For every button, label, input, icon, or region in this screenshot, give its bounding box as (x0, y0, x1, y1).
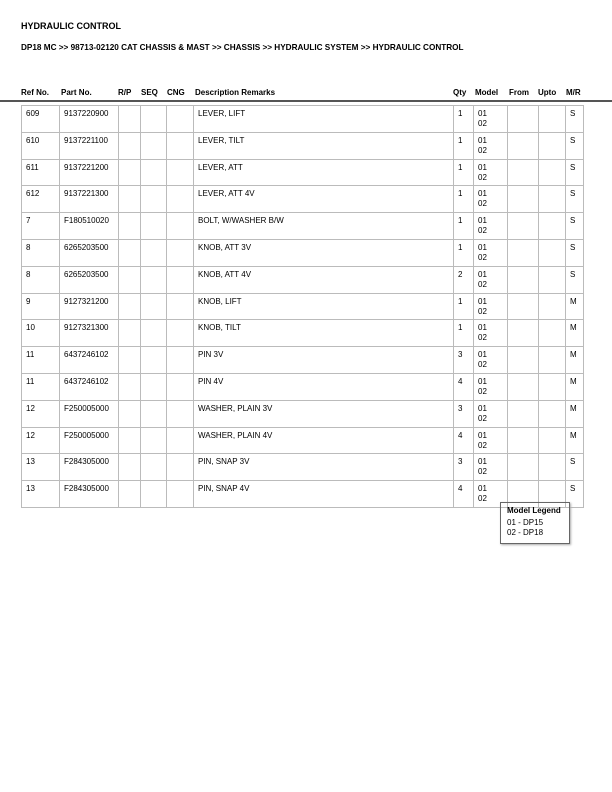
seq-cell (141, 320, 167, 347)
cng-cell (167, 400, 194, 427)
seq-cell (141, 293, 167, 320)
mr-cell: S (566, 213, 584, 240)
model-code: 01 (478, 242, 487, 252)
model-code: 02 (478, 226, 487, 236)
mr-cell: M (566, 293, 584, 320)
legend-title: Model Legend (507, 506, 561, 515)
from-cell (508, 400, 539, 427)
cng-cell (167, 132, 194, 159)
upto-cell (539, 373, 566, 400)
seq-cell (141, 373, 167, 400)
model-code: 02 (478, 119, 487, 128)
mr-cell: M (566, 320, 584, 347)
description-cell: LEVER, TILT (194, 132, 454, 159)
model-cell (474, 213, 508, 240)
upto-cell (539, 213, 566, 240)
model-legend (500, 502, 570, 544)
qty-cell: 4 (454, 373, 474, 400)
part-no-cell: 6265203500 (60, 266, 119, 293)
rp-cell (119, 427, 141, 454)
part-no-cell: F250005000 (60, 427, 119, 454)
part-no-cell: 9137221200 (60, 159, 119, 186)
model-cell (474, 427, 508, 454)
ref-cell: 609 (22, 106, 60, 133)
description-cell: KNOB, ATT 3V (194, 239, 454, 266)
description-cell: LEVER, ATT (194, 159, 454, 186)
part-no-cell: 9137221300 (60, 186, 119, 213)
mr-cell: S (566, 159, 584, 186)
seq-cell (141, 106, 167, 133)
from-cell (508, 373, 539, 400)
description-cell: PIN, SNAP 3V (194, 454, 454, 481)
description-cell: KNOB, ATT 4V (194, 266, 454, 293)
model-code: 02 (478, 386, 487, 396)
ref-cell: 8 (22, 266, 60, 293)
rp-cell (119, 186, 141, 213)
model-code: 02 (478, 360, 487, 370)
rp-cell (119, 481, 141, 508)
rp-cell (119, 106, 141, 133)
seq-cell (141, 159, 167, 186)
description-cell: PIN, SNAP 4V (194, 481, 454, 508)
legend-item: 01 - DP15 (507, 518, 544, 527)
seq-cell (141, 239, 167, 266)
from-cell (508, 347, 539, 374)
model-code: 01 (478, 216, 487, 226)
breadcrumb: DP18 MC >> 98713-02120 CAT CHASSIS & MAST >> CHASSIS >> HYDRAULIC SYSTEM >> HYDRAULIC CONTROL (21, 43, 464, 52)
mr-cell: S (566, 132, 584, 159)
rp-cell (119, 213, 141, 240)
upto-cell (539, 106, 566, 133)
description-cell: LEVER, LIFT (194, 106, 454, 133)
model-cell (474, 186, 508, 213)
mr-cell: S (566, 454, 584, 481)
cng-cell (167, 347, 194, 374)
cng-cell (167, 213, 194, 240)
from-cell (508, 427, 539, 454)
from-cell (508, 186, 539, 213)
model-code: 02 (478, 145, 487, 155)
upto-cell (539, 266, 566, 293)
from-cell (508, 213, 539, 240)
rp-cell (119, 320, 141, 347)
column-header: Ref No. (21, 88, 49, 97)
cng-cell (167, 427, 194, 454)
column-header: From (509, 88, 529, 97)
model-code: 01 (478, 376, 487, 386)
description-cell: LEVER, ATT 4V (194, 186, 454, 213)
upto-cell (539, 132, 566, 159)
table-row (22, 239, 584, 266)
cng-cell (167, 159, 194, 186)
from-cell (508, 320, 539, 347)
upto-cell (539, 293, 566, 320)
model-cell (474, 239, 508, 266)
table-row (22, 106, 584, 133)
mr-cell: S (566, 186, 584, 213)
ref-cell: 12 (22, 400, 60, 427)
model-cell (474, 106, 508, 133)
mr-cell: M (566, 400, 584, 427)
description-cell: PIN 3V (194, 347, 454, 374)
part-no-cell: F284305000 (60, 481, 119, 508)
ref-cell: 10 (22, 320, 60, 347)
part-no-cell: 6265203500 (60, 239, 119, 266)
model-code: 02 (478, 306, 487, 316)
mr-cell: S (566, 239, 584, 266)
qty-cell: 4 (454, 427, 474, 454)
from-cell (508, 239, 539, 266)
qty-cell: 4 (454, 481, 474, 508)
rp-cell (119, 159, 141, 186)
upto-cell (539, 427, 566, 454)
model-cell (474, 159, 508, 186)
ref-cell: 612 (22, 186, 60, 213)
cng-cell (167, 186, 194, 213)
model-code: 02 (478, 279, 487, 289)
model-code: 01 (478, 350, 487, 360)
ref-cell: 12 (22, 427, 60, 454)
model-code: 02 (478, 252, 487, 262)
column-header: Description Remarks (195, 88, 276, 97)
from-cell (508, 132, 539, 159)
table-row (22, 347, 584, 374)
qty-cell: 1 (454, 159, 474, 186)
mr-cell: S (566, 106, 584, 133)
qty-cell: 1 (454, 106, 474, 133)
column-header: Upto (538, 88, 557, 97)
part-no-cell: 9137221100 (60, 132, 119, 159)
table-row (22, 213, 584, 240)
model-code: 01 (478, 484, 487, 494)
table-row (22, 186, 584, 213)
upto-cell (539, 454, 566, 481)
model-code: 02 (478, 199, 487, 209)
model-cell (474, 132, 508, 159)
qty-cell: 3 (454, 454, 474, 481)
from-cell (508, 159, 539, 186)
upto-cell (539, 320, 566, 347)
cng-cell (167, 266, 194, 293)
part-no-cell: F284305000 (60, 454, 119, 481)
model-code: 01 (478, 296, 487, 306)
ref-cell: 13 (22, 454, 60, 481)
part-no-cell: 9127321200 (60, 293, 119, 320)
ref-cell: 7 (22, 213, 60, 240)
cng-cell (167, 481, 194, 508)
part-no-cell: 6437246102 (60, 347, 119, 374)
rp-cell (119, 454, 141, 481)
seq-cell (141, 400, 167, 427)
rp-cell (119, 373, 141, 400)
ref-cell: 13 (22, 481, 60, 508)
qty-cell: 2 (454, 266, 474, 293)
column-header: Model (475, 88, 499, 97)
upto-cell (539, 239, 566, 266)
table-row (22, 373, 584, 400)
rp-cell (119, 293, 141, 320)
model-code: 01 (478, 323, 487, 333)
seq-cell (141, 132, 167, 159)
upto-cell (539, 400, 566, 427)
table-row (22, 400, 584, 427)
description-cell: WASHER, PLAIN 4V (194, 427, 454, 454)
description-cell: WASHER, PLAIN 3V (194, 400, 454, 427)
qty-cell: 1 (454, 186, 474, 213)
rp-cell (119, 347, 141, 374)
seq-cell (141, 454, 167, 481)
cng-cell (167, 373, 194, 400)
qty-cell: 1 (454, 132, 474, 159)
qty-cell: 1 (454, 293, 474, 320)
qty-cell: 3 (454, 400, 474, 427)
model-code: 01 (478, 403, 487, 413)
mr-cell: S (566, 266, 584, 293)
table-row (22, 320, 584, 347)
mr-cell: S (566, 481, 584, 508)
model-cell (474, 293, 508, 320)
mr-cell: M (566, 347, 584, 374)
legend-item: 02 - DP18 (507, 528, 544, 537)
model-code: 02 (478, 467, 487, 477)
description-cell: KNOB, LIFT (194, 293, 454, 320)
model-code: 01 (478, 109, 487, 118)
table-row (22, 159, 584, 186)
qty-cell: 1 (454, 239, 474, 266)
model-cell (474, 454, 508, 481)
from-cell (508, 106, 539, 133)
mr-cell: M (566, 427, 584, 454)
table-row (22, 454, 584, 481)
model-code: 02 (478, 494, 487, 504)
model-code: 01 (478, 269, 487, 279)
upto-cell (539, 347, 566, 374)
part-no-cell: 9137220900 (60, 106, 119, 133)
part-no-cell: F180510020 (60, 213, 119, 240)
model-code: 01 (478, 457, 487, 467)
seq-cell (141, 213, 167, 240)
model-code: 02 (478, 413, 487, 423)
from-cell (508, 266, 539, 293)
model-cell (474, 320, 508, 347)
table-row (22, 427, 584, 454)
table-row (22, 266, 584, 293)
seq-cell (141, 481, 167, 508)
qty-cell: 1 (454, 213, 474, 240)
rp-cell (119, 132, 141, 159)
description-cell: KNOB, TILT (194, 320, 454, 347)
ref-cell: 11 (22, 347, 60, 374)
seq-cell (141, 347, 167, 374)
model-code: 01 (478, 430, 487, 440)
part-no-cell: F250005000 (60, 400, 119, 427)
model-code: 02 (478, 440, 487, 450)
rp-cell (119, 239, 141, 266)
upto-cell (539, 186, 566, 213)
model-code: 02 (478, 333, 487, 343)
model-cell (474, 266, 508, 293)
cng-cell (167, 293, 194, 320)
cng-cell (167, 320, 194, 347)
model-code: 01 (478, 135, 487, 145)
ref-cell: 610 (22, 132, 60, 159)
model-code: 02 (478, 172, 487, 182)
upto-cell (539, 159, 566, 186)
model-cell (474, 347, 508, 374)
rp-cell (119, 266, 141, 293)
description-cell: BOLT, W/WASHER B/W (194, 213, 454, 240)
mr-cell: M (566, 373, 584, 400)
part-no-cell: 6437246102 (60, 373, 119, 400)
rp-cell (119, 400, 141, 427)
column-header: R/P (118, 88, 132, 97)
column-header: Part No. (61, 88, 92, 97)
cng-cell (167, 239, 194, 266)
column-header: Qty (453, 88, 467, 97)
from-cell (508, 293, 539, 320)
ref-cell: 9 (22, 293, 60, 320)
column-header: M/R (566, 88, 581, 97)
column-header: SEQ (141, 88, 158, 97)
table-row (22, 293, 584, 320)
column-header: CNG (167, 88, 185, 97)
ref-cell: 11 (22, 373, 60, 400)
qty-cell: 1 (454, 320, 474, 347)
cng-cell (167, 454, 194, 481)
model-code: 01 (478, 189, 487, 199)
seq-cell (141, 186, 167, 213)
header-divider (0, 100, 612, 102)
model-cell (474, 373, 508, 400)
from-cell (508, 454, 539, 481)
table-row (22, 132, 584, 159)
model-cell (474, 400, 508, 427)
page-title: HYDRAULIC CONTROL (21, 21, 121, 31)
ref-cell: 611 (22, 159, 60, 186)
cng-cell (167, 106, 194, 133)
seq-cell (141, 266, 167, 293)
qty-cell: 3 (454, 347, 474, 374)
parts-table (21, 105, 584, 508)
model-code: 01 (478, 162, 487, 172)
description-cell: PIN 4V (194, 373, 454, 400)
seq-cell (141, 427, 167, 454)
ref-cell: 8 (22, 239, 60, 266)
part-no-cell: 9127321300 (60, 320, 119, 347)
